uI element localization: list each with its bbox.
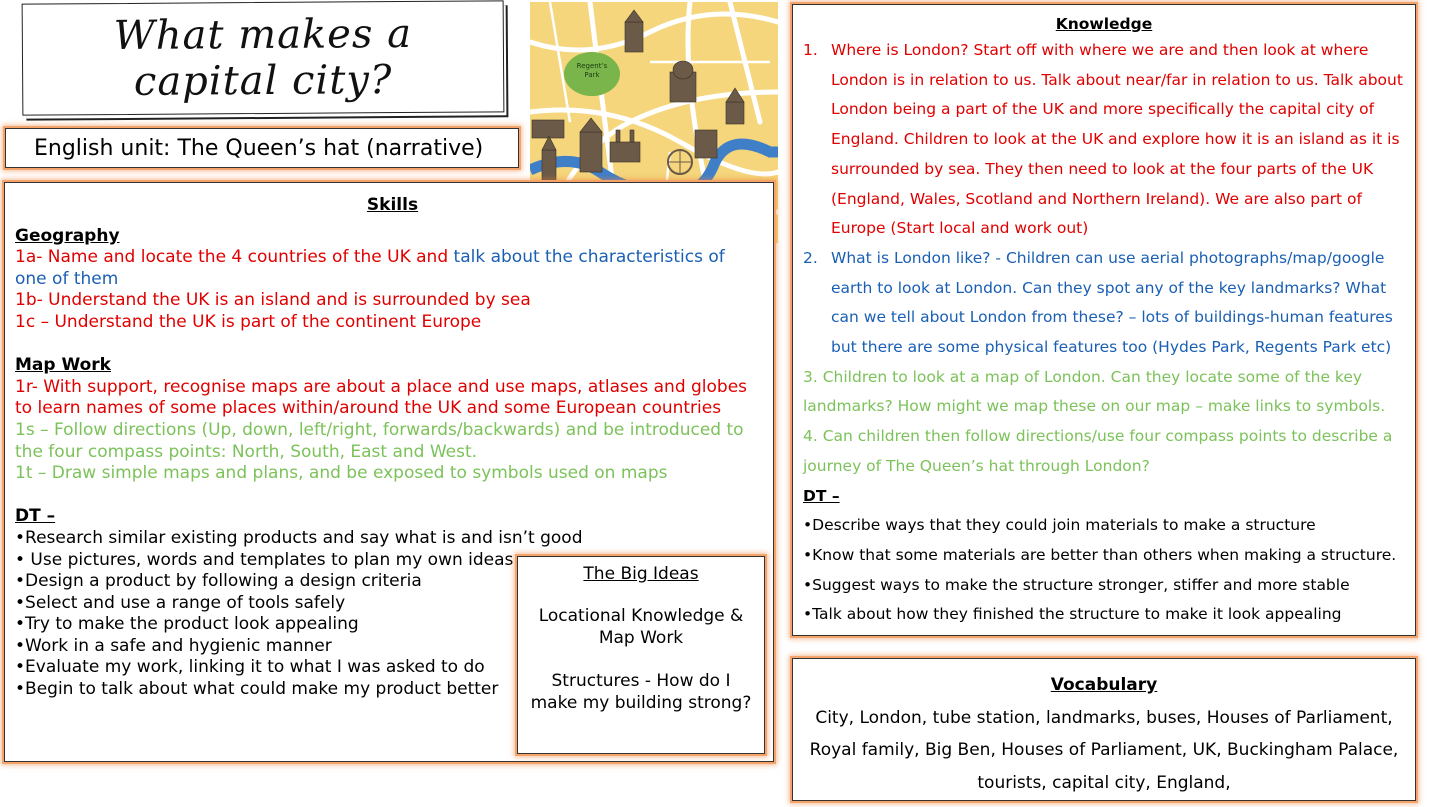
geography-item-1a-red: 1a- Name and locate the 4 countries of the UK and (15, 247, 454, 268)
geography-item-1a-blue: talk about the characteristics of one of them (15, 247, 725, 289)
map-label-regents-park: Regent’s Park (576, 62, 608, 79)
english-unit-label: English unit: The Queen’s hat (narrative) (34, 135, 484, 161)
big-ideas-box (517, 556, 765, 754)
page-title: What makes a capital city? (113, 10, 413, 105)
big-idea-1: Locational Knowledge & Map Work (538, 606, 744, 648)
big-idea-2: Structures - How do I make my building strong? (530, 671, 752, 713)
knowledge-item-3: 3. Children to look at a map of London. Can they locate some of the key landmarks? How might we map these on our map – make links to symbols. (803, 367, 1386, 416)
map-work-item-1s: 1s – Follow directions (Up, down, left/right, forwards/backwards) and be introduced to the four compass points: North, South, East and West. (15, 419, 744, 462)
dt-item: •Work in a safe and hygienic manner (15, 635, 332, 656)
skills-title: Skills (366, 195, 419, 215)
dt-item: •Research similar existing products and say what is and isn’t good (15, 527, 583, 548)
english-unit-box (5, 128, 519, 168)
knowledge-dt-list (803, 511, 1405, 630)
knowledge-dt-item: •Describe ways that they could join materials to make a structure (803, 516, 1316, 535)
map-work-item-1r: 1r- With support, recognise maps are about a place and use maps, atlases and globes to learn names of some places within/around the UK and some European countries (15, 376, 748, 419)
knowledge-item-1 (803, 36, 1405, 244)
knowledge-dt-item: •Talk about how they finished the structure to make it look appealing (803, 605, 1342, 624)
dt-item: • Use pictures, words and templates to plan my own ideas (15, 549, 514, 570)
big-ideas-title: The Big Ideas (583, 564, 699, 584)
geography-item-1c: 1c – Understand the UK is part of the continent Europe (15, 311, 482, 332)
dt-item: •Select and use a range of tools safely (15, 592, 346, 613)
map-work-heading: Map Work (15, 355, 111, 376)
knowledge-dt-heading: DT – (803, 486, 840, 505)
knowledge-item-2-text: What is London like? - Children can use aerial photographs/map/google earth to look at London. Can they spot any of the key landmarks? What can we tell about London from these? – lots of buildings-human features but there are some physical features too (Hydes Park, Regents Park etc) (831, 248, 1393, 357)
geography-item-1b: 1b- Understand the UK is an island and is surrounded by sea (15, 290, 531, 311)
vocabulary-title: Vocabulary (1050, 675, 1158, 695)
vocabulary-panel (792, 658, 1416, 801)
knowledge-item-2 (803, 244, 1405, 363)
knowledge-dt-item: •Know that some materials are better than others when making a structure. (803, 545, 1397, 564)
dt-item: •Design a product by following a design criteria (15, 571, 422, 592)
geography-heading: Geography (15, 225, 120, 246)
vocabulary-words: City, London, tube station, landmarks, buses, Houses of Parliament, Royal family, Big Ben, Houses of Parliament, UK, Buckingham Palace, tourists, capital city, England, (809, 707, 1399, 793)
dt-item: •Evaluate my work, linking it to what I was asked to do (15, 657, 485, 678)
knowledge-panel (792, 4, 1416, 636)
knowledge-title: Knowledge (1055, 15, 1153, 33)
knowledge-item-4: 4. Can children then follow directions/use four compass points to describe a journey of The Queen’s hat through London? (803, 427, 1393, 475)
map-work-item-1t: 1t – Draw simple maps and plans, and be exposed to symbols used on maps (15, 463, 668, 484)
knowledge-dt-item: •Suggest ways to make the structure stronger, stiffer and more stable (803, 575, 1350, 594)
knowledge-item-2-number: 2. (803, 248, 818, 267)
dt-item: •Begin to talk about what could make my product better (15, 679, 499, 700)
geography-item-1a (15, 247, 760, 290)
dt-item: •Try to make the product look appealing (15, 614, 359, 635)
knowledge-item-1-text: Where is London? Start off with where we are and then look at where London is in relation to us. Talk about near/far in relation to us. Talk about London being a part of the UK and more specifically the capital city of England. Children to look at the UK and explore how it is an island as it is surrounded by sea. They then need to look at the four parts of the UK (England, Wales, Scotland and Northern Ireland). We are also part of Europe (Start local and work out) (831, 41, 1403, 238)
dt-heading: DT – (15, 506, 56, 527)
knowledge-item-1-number: 1. (803, 41, 818, 59)
title-box (22, 0, 505, 115)
